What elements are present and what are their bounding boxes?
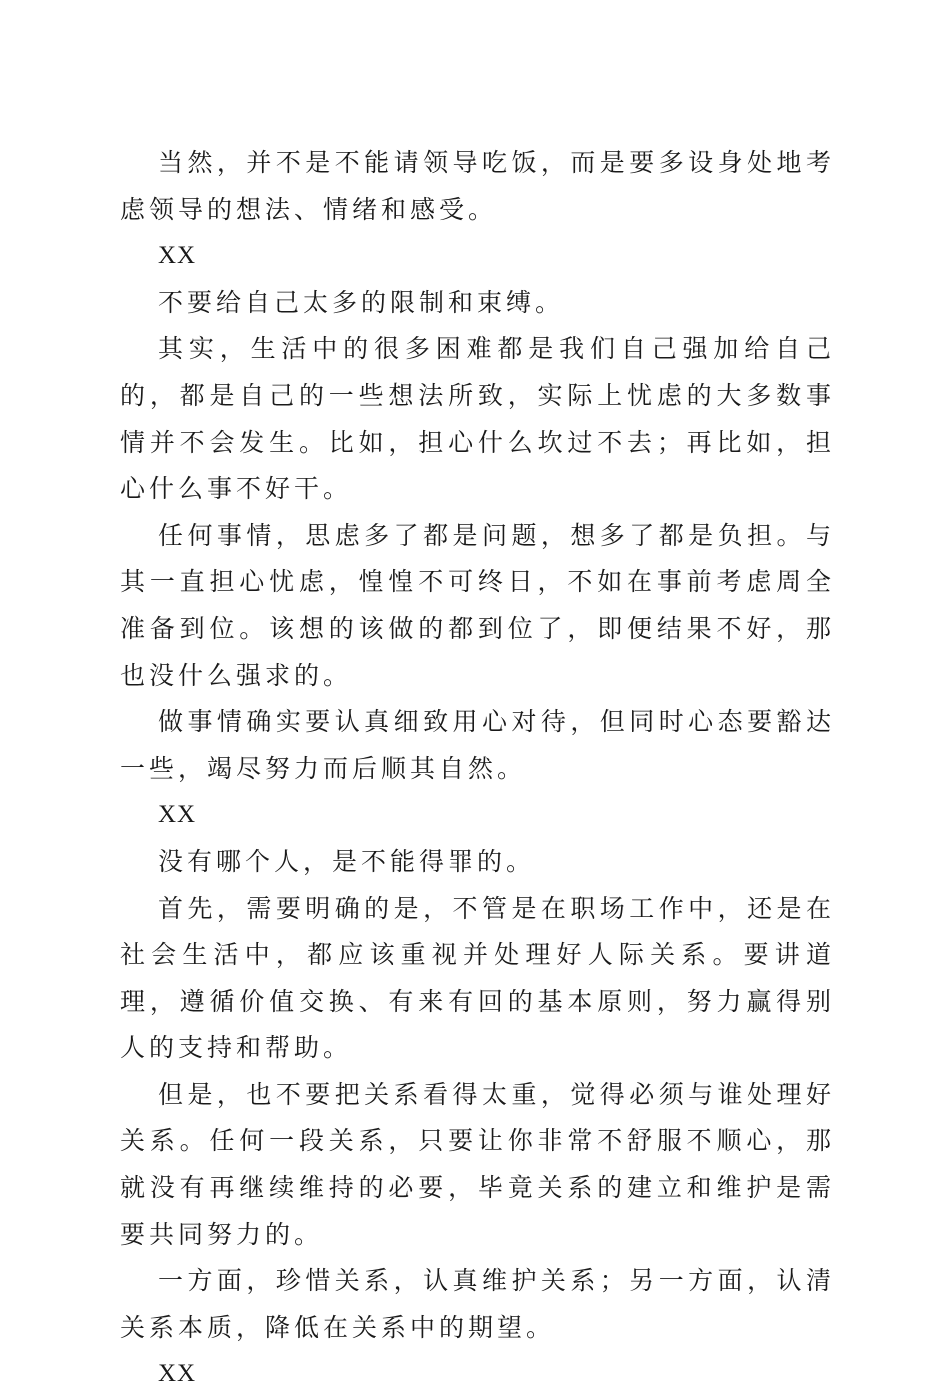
section-separator: XX	[158, 801, 197, 829]
section-separator: XX	[158, 242, 197, 270]
section-heading: 没有哪个人，是不能得罪的。	[158, 846, 536, 876]
paragraph: 当然，并不是不能请领导吃饭，而是要多设身处地考虑领导的想法、情绪和感受。	[120, 148, 835, 224]
paragraph: 做事情确实要认真细致用心对待，但同时心态要豁达一些，竭尽努力而后顺其自然。	[120, 707, 835, 783]
paragraph: 一方面，珍惜关系，认真维护关系；另一方面，认清关系本质，降低在关系中的期望。	[120, 1266, 835, 1342]
section-separator: XX	[158, 1360, 197, 1388]
paragraph: 任何事情，思虑多了都是问题，想多了都是负担。与其一直担心忧虑，惶惶不可终日，不如在事前考虑周全准备到位。该想的该做的都到位了，即便结果不好，那也没什么强求的。	[120, 520, 835, 690]
paragraph: 首先，需要明确的是，不管是在职场工作中，还是在社会生活中，都应该重视并处理好人际关系。要讲道理，遵循价值交换、有来有回的基本原则，努力赢得别人的支持和帮助。	[120, 893, 835, 1063]
section-heading: 不要给自己太多的限制和束缚。	[158, 287, 565, 317]
document-body	[120, 140, 835, 1398]
paragraph: 其实，生活中的很多困难都是我们自己强加给自己的，都是自己的一些想法所致，实际上忧虑的大多数事情并不会发生。比如，担心什么坎过不去；再比如，担心什么事不好干。	[120, 334, 835, 504]
paragraph: 但是，也不要把关系看得太重，觉得必须与谁处理好关系。任何一段关系，只要让你非常不舒服不顺心，那就没有再继续维持的必要，毕竟关系的建立和维护是需要共同努力的。	[120, 1079, 835, 1249]
